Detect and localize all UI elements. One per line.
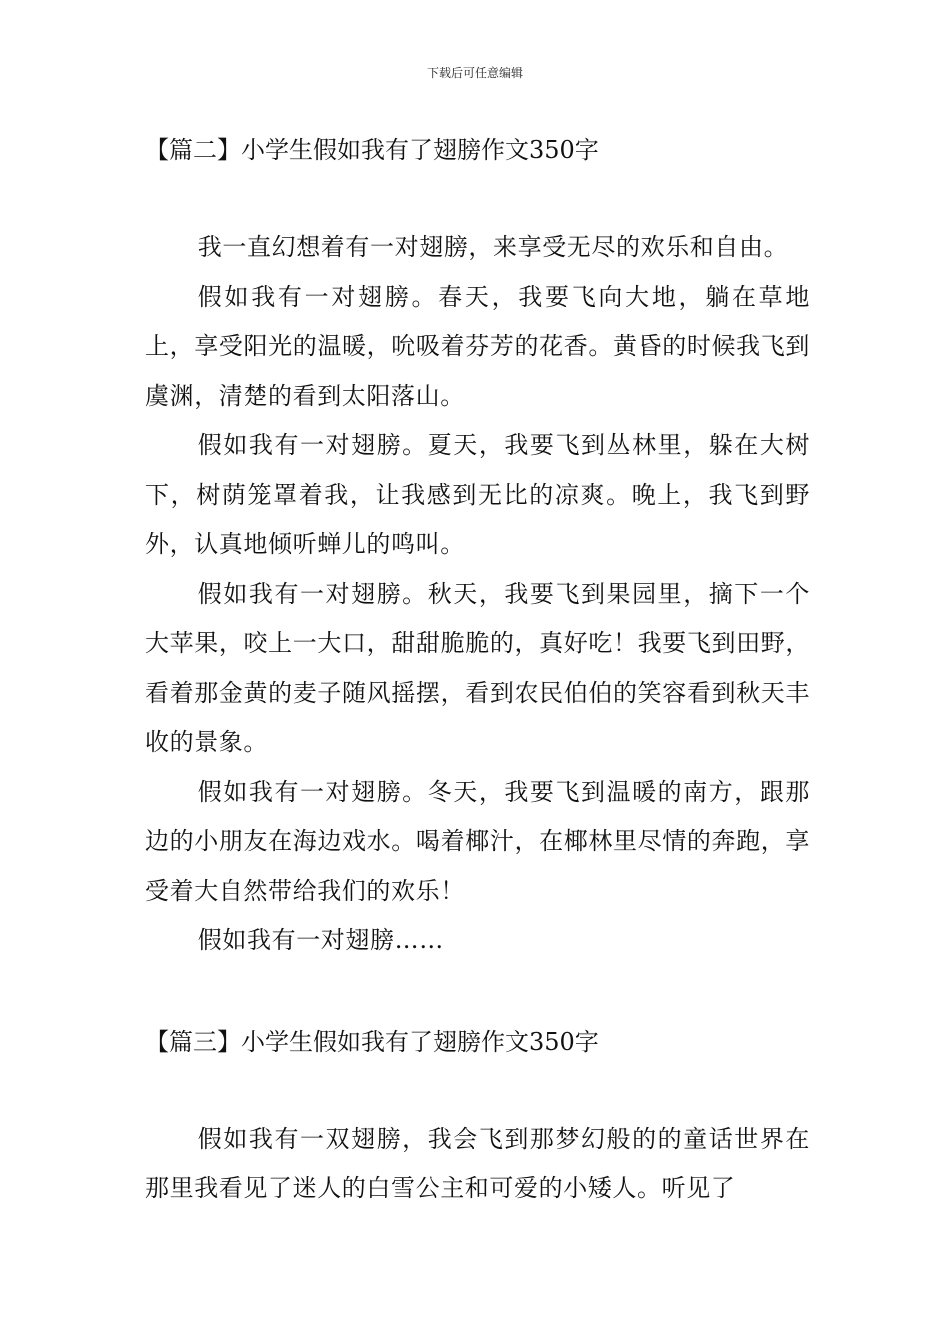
spacer xyxy=(145,966,810,1017)
paragraph: 假如我有一对翅膀。冬天，我要飞到温暖的南方，跟那边的小朋友在海边戏水。喝着椰汁，在椰林里尽情的奔跑，享受着大自然带给我们的欢乐！ xyxy=(145,777,810,905)
section-title-3: 【篇三】小学生假如我有了翅膀作文350字 xyxy=(145,1027,599,1056)
section-title-2: 【篇二】小学生假如我有了翅膀作文350字 xyxy=(145,136,599,164)
paragraph: 假如我有一对翅膀…… xyxy=(197,926,444,954)
paragraph: 假如我有一对翅膀。春天，我要飞向大地，躺在草地上，享受阳光的温暖，吮吸着芬芳的花香。黄昏的时候我飞到虞渊，清楚的看到太阳落山。 xyxy=(145,282,810,410)
document-body xyxy=(145,125,810,1214)
paragraph: 假如我有一双翅膀，我会飞到那梦幻般的的童话世界在那里我看见了迷人的白雪公主和可爱的小矮人。听见了 xyxy=(145,1124,810,1202)
spacer xyxy=(145,1067,810,1115)
paragraph: 我一直幻想着有一对翅膀，来享受无尽的欢乐和自由。 xyxy=(197,233,789,261)
paragraph: 假如我有一对翅膀。秋天，我要飞到果园里，摘下一个大苹果，咬上一大口，甜甜脆脆的，真好吃！我要飞到田野，看着那金黄的麦子随风摇摆，看到农民伯伯的笑容看到秋天丰收的景象。 xyxy=(145,579,810,756)
paragraph: 假如我有一对翅膀。夏天，我要飞到丛林里，躲在大树下，树荫笼罩着我，让我感到无比的凉爽。晚上，我飞到野外，认真地倾听蝉儿的鸣叫。 xyxy=(145,431,810,558)
spacer xyxy=(145,175,810,223)
page-header-note: 下载后可任意编辑 xyxy=(426,66,523,80)
